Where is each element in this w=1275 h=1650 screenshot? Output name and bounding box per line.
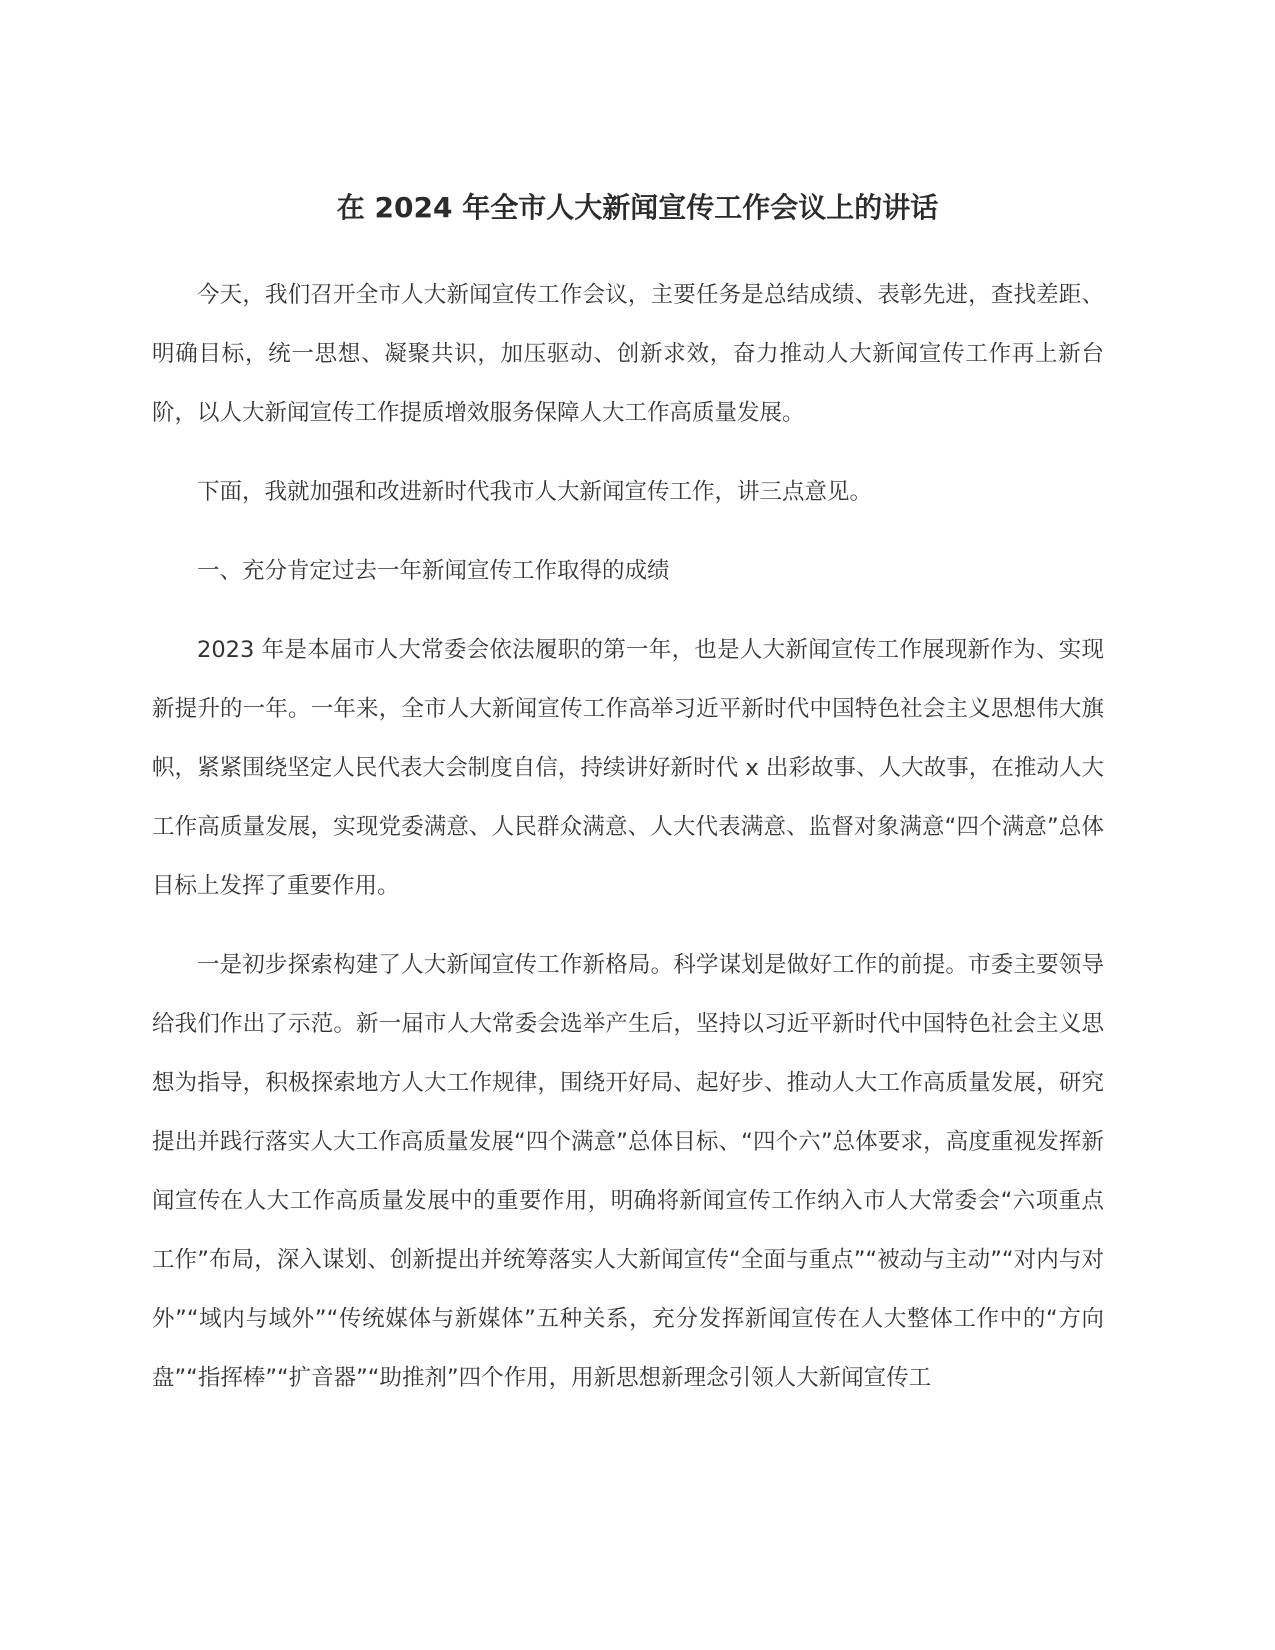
document-body <box>152 266 1104 1428</box>
paragraph-2023-review: 2023 年是本届市人大常委会依法履职的第一年，也是人大新闻宣传工作展现新作为、实现新提升的一年。一年来，全市人大新闻宣传工作高举习近平新时代中国特色社会主义思想伟大旗帜，紧紧围绕坚定人民代表大会制度自信，持续讲好新时代 x 出彩故事、人大故事，在推动人大工作高质量发展，实现党委满意、人民群众满意、人大代表满意、监督对象满意“四个满意”总体目标上发挥了重要作用。 <box>152 637 1104 899</box>
section-heading-1: 一、充分肯定过去一年新闻宣传工作取得的成绩 <box>197 558 670 584</box>
paragraph-new-pattern: 一是初步探索构建了人大新闻宣传工作新格局。科学谋划是做好工作的前提。市委主要领导给我们作出了示范。新一届市人大常委会选举产生后，坚持以习近平新时代中国特色社会主义思想为指导，积极探索地方人大工作规律，围绕开好局、起好步、推动人大工作高质量发展，研究提出并践行落实人大工作高质量发展“四个满意”总体目标、“四个六”总体要求，高度重视发挥新闻宣传在人大工作高质量发展中的重要作用，明确将新闻宣传工作纳入市人大常委会“六项重点工作”布局，深入谋划、创新提出并统筹落实人大新闻宣传“全面与重点”“被动与主动”“对内与对外”“域内与域外”“传统媒体与新媒体”五种关系，充分发挥新闻宣传在人大整体工作中的“方向盘”“指挥棒”“扩音器”“助推剂”四个作用，用新思想新理念引领人大新闻宣传工 <box>152 952 1104 1391</box>
paragraph-intro: 今天，我们召开全市人大新闻宣传工作会议，主要任务是总结成绩、表彰先进，查找差距、明确目标，统一思想、凝聚共识，加压驱动、创新求效，奋力推动人大新闻宣传工作再上新台阶，以人大新闻宣传工作提质增效服务保障人大工作高质量发展。 <box>152 282 1104 426</box>
paragraph-outline: 下面，我就加强和改进新时代我市人大新闻宣传工作，讲三点意见。 <box>197 479 873 505</box>
document-title: 在 2024 年全市人大新闻宣传工作会议上的讲话 <box>336 191 939 224</box>
